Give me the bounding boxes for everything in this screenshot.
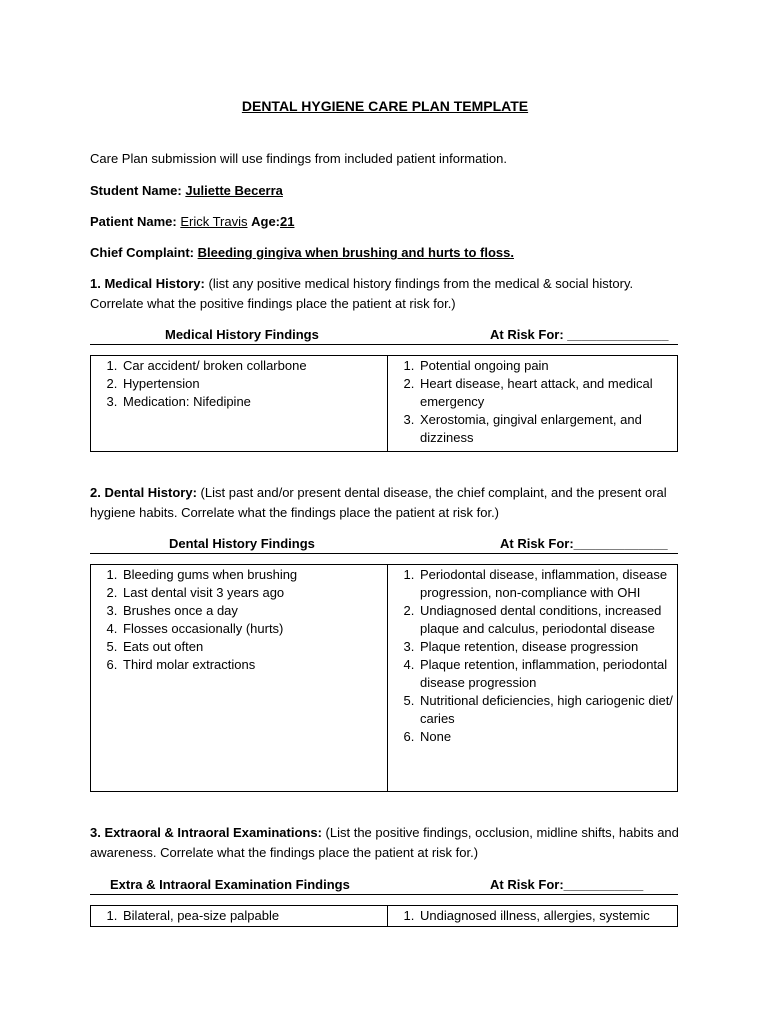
exam-risk-column-label: At Risk For:___________ [490, 877, 644, 892]
medical-findings-column-label: Medical History Findings [165, 327, 319, 342]
chief-complaint-line [90, 244, 680, 262]
list-item: 6. Third molar extractions [121, 656, 383, 674]
exam-description: (List the positive findings, occlusion, midline shifts, habits and awareness. Correlate what the findings place the patient at risk for.) [90, 825, 679, 860]
dental-findings-cell [91, 565, 388, 792]
list-item: 2. Heart disease, heart attack, and medical emergency [418, 375, 673, 411]
list-item: 3. Xerostomia, gingival enlargement, and dizziness [418, 411, 673, 447]
exam-intro [90, 823, 680, 863]
list-item: 1. Periodontal disease, inflammation, disease progression, non-compliance with OHI [418, 566, 673, 602]
dental-history-column-header [90, 535, 678, 554]
list-item: 1. Bleeding gums when brushing [121, 566, 383, 584]
list-item: 3. Plaque retention, disease progression [418, 638, 673, 656]
dental-findings-column-label: Dental History Findings [169, 536, 315, 551]
dental-risk-cell [388, 565, 678, 792]
medical-risk-column-label: At Risk For: ______________ [490, 327, 669, 342]
dental-history-heading: 2. Dental History: [90, 485, 197, 500]
document-title: DENTAL HYGIENE CARE PLAN TEMPLATE [241, 98, 529, 114]
student-name-value: Juliette Becerra [185, 183, 283, 198]
table-row [91, 906, 678, 927]
chief-complaint-label: Chief Complaint: [90, 245, 194, 260]
list-item: 4. Flosses occasionally (hurts) [121, 620, 383, 638]
dental-history-table [90, 564, 678, 792]
patient-name-line [90, 213, 680, 231]
list-item: 3. Medication: Nifedipine [121, 393, 383, 411]
list-item: 2. Last dental visit 3 years ago [121, 584, 383, 602]
medical-findings-cell [91, 356, 388, 452]
student-name-line [90, 182, 680, 200]
table-row [91, 565, 678, 792]
patient-name-label: Patient Name: [90, 214, 177, 229]
list-item: 1. Undiagnosed illness, allergies, systemic [418, 907, 673, 925]
medical-history-description: (list any positive medical history findings from the medical & social history. Correlate what the positive findings place the patient at risk for.) [90, 276, 634, 311]
list-item: 2. Hypertension [121, 375, 383, 393]
list-item: 3. Brushes once a day [121, 602, 383, 620]
intro-text: Care Plan submission will use findings from included patient information. [90, 151, 507, 166]
patient-name-value: Erick Travis [180, 214, 248, 229]
list-item: 4. Plaque retention, inflammation, periodontal disease progression [418, 656, 673, 692]
list-item: 1. Bilateral, pea-size palpable [121, 907, 383, 925]
dental-history-description: (List past and/or present dental disease, the chief complaint, and the present oral hygiene habits. Correlate what the findings place the patient at risk for.) [90, 485, 667, 520]
medical-history-table [90, 355, 678, 452]
exam-findings-column-label: Extra & Intraoral Examination Findings [110, 877, 350, 892]
exam-column-header [90, 876, 678, 895]
exam-heading: 3. Extraoral & Intraoral Examinations: [90, 825, 322, 840]
list-item: 6. None [418, 728, 673, 746]
chief-complaint-value: Bleeding gingiva when brushing and hurts to floss. [197, 245, 514, 260]
list-item: 1. Car accident/ broken collarbone [121, 357, 383, 375]
dental-history-intro [90, 483, 680, 523]
list-item: 1. Potential ongoing pain [418, 357, 673, 375]
table-row [91, 356, 678, 452]
list-item: 5. Nutritional deficiencies, high cariogenic diet/ caries [418, 692, 673, 728]
medical-history-heading: 1. Medical History: [90, 276, 205, 291]
dental-risk-column-label: At Risk For:_____________ [500, 536, 668, 551]
student-name-label: Student Name: [90, 183, 182, 198]
list-item: 2. Undiagnosed dental conditions, increased plaque and calculus, periodontal disease [418, 602, 673, 638]
patient-age-label: Age: [251, 214, 281, 229]
patient-age-value: 21 [280, 214, 295, 229]
exam-table [90, 905, 678, 927]
exam-risk-cell [388, 906, 678, 927]
medical-history-intro [90, 274, 680, 314]
exam-findings-cell [91, 906, 388, 927]
medical-risk-cell [388, 356, 678, 452]
medical-history-column-header [90, 326, 678, 345]
list-item: 5. Eats out often [121, 638, 383, 656]
